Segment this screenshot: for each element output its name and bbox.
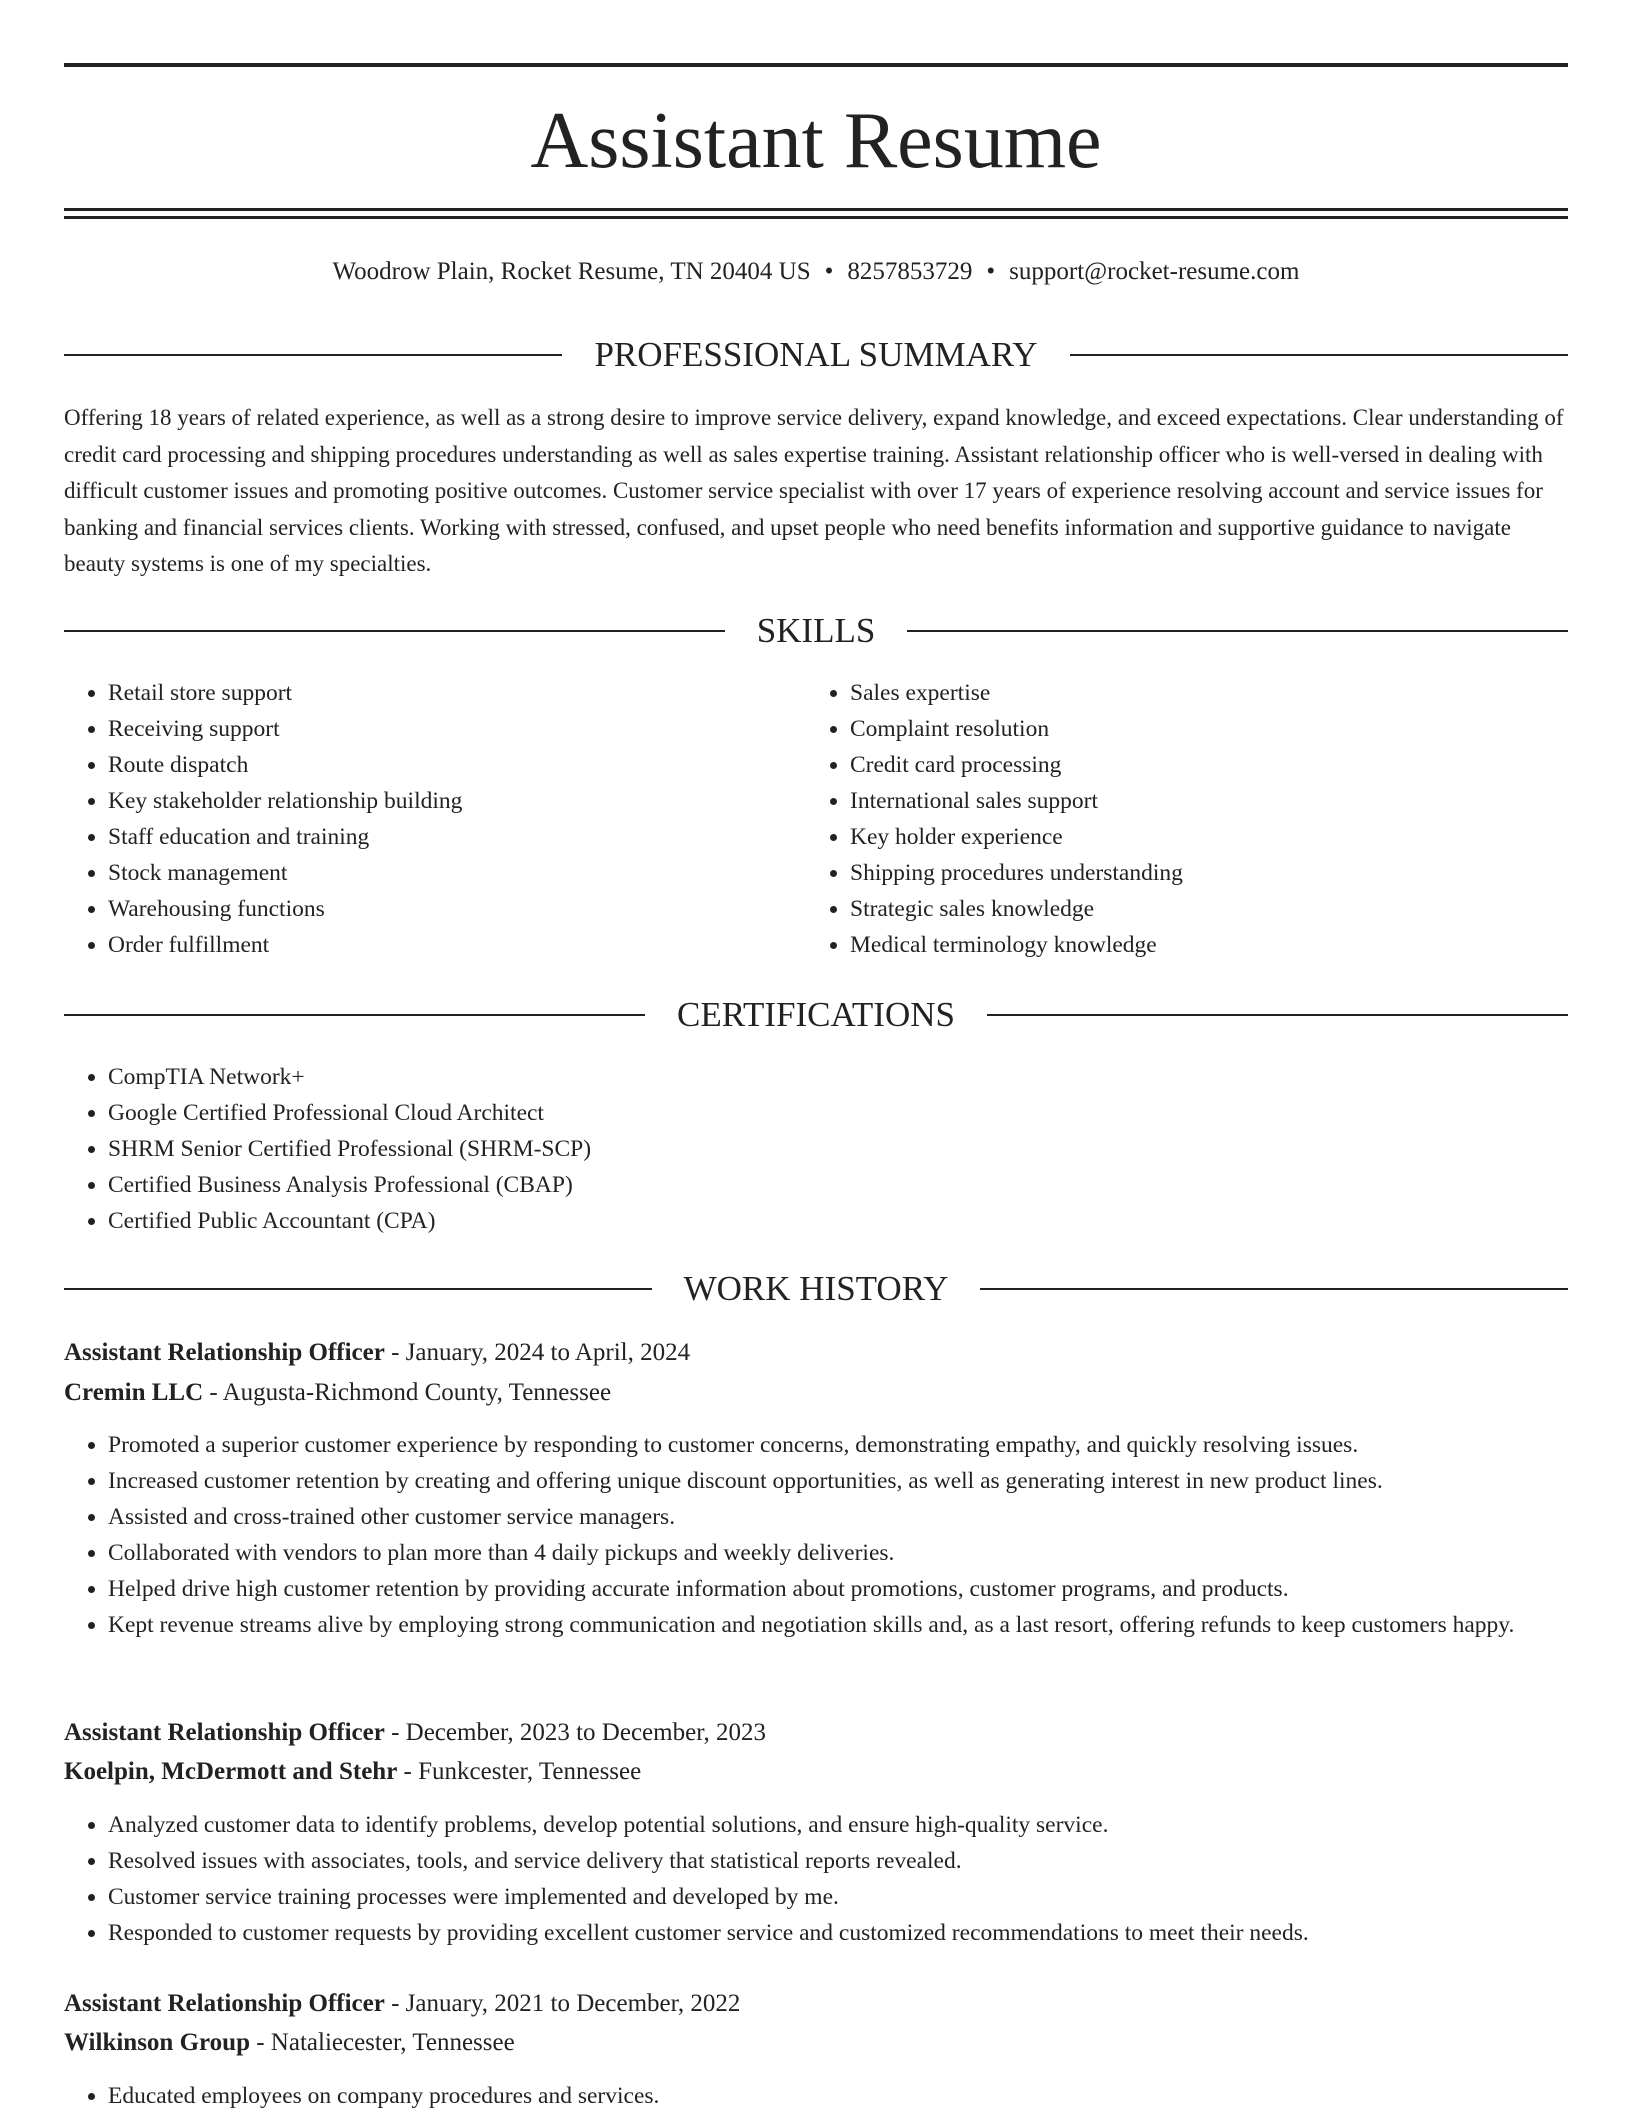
contact-separator: •: [824, 258, 834, 285]
section-header-certifications: [64, 991, 1568, 1039]
list-item: • Route dispatch: [108, 747, 808, 783]
list-item: • Receiving support: [108, 711, 808, 747]
job-company: Cremin LLC: [64, 1379, 204, 1406]
contact-separator: •: [986, 258, 996, 285]
list-item: • Educated employees on company procedures and services.: [108, 2078, 1618, 2114]
job-company: Wilkinson Group: [64, 2029, 250, 2056]
certifications-list: [64, 1059, 1608, 1239]
section-title: PROFESSIONAL SUMMARY: [594, 335, 1038, 374]
list-item: • Resolved issues with associates, tools, and service delivery that statistical reports revealed.: [108, 1843, 1618, 1879]
job-bullets: [64, 2078, 1618, 2114]
section-rule: [1070, 354, 1568, 356]
job-title: Assistant Relationship Officer: [64, 1339, 385, 1366]
job-location: - Funkcester, Tennessee: [397, 1758, 642, 1785]
section-header-work-history: [64, 1265, 1568, 1313]
section-rule: [64, 354, 562, 356]
contact-email: support@rocket-resume.com: [1009, 258, 1300, 285]
job-company: Koelpin, McDermott and Stehr: [64, 1758, 398, 1785]
section-rule: [64, 1288, 652, 1290]
job-company-line: [64, 2024, 1568, 2062]
list-item: • Google Certified Professional Cloud Architect: [108, 1095, 1608, 1131]
section-rule: [64, 630, 725, 632]
list-item: • Key holder experience: [850, 819, 1610, 855]
job-bullets: [64, 1807, 1618, 1951]
list-item: • Assisted and cross-trained other customer service managers.: [108, 1499, 1618, 1535]
list-item: • Staff education and training: [108, 819, 808, 855]
job-title-line: [64, 1714, 1568, 1752]
list-item: • Kept revenue streams alive by employing strong communication and negotiation skills and, as a last resort, offering refunds to keep customers happy.: [108, 1607, 1618, 1643]
list-item: • Strategic sales knowledge: [850, 891, 1610, 927]
summary-text: Offering 18 years of related experience, as well as a strong desire to improve service delivery, expand knowledge, and exceed expectations. Clear understanding of credit card processing and shipping procedures understanding as well as sales expertise training. Assistant relationship officer who is well-versed in dealing with difficult customer issues and promoting positive outcomes. Customer service specialist with over 17 years of experience resolving account and service issues for banking and financial services clients. Working with stressed, confused, and upset people who need benefits information and supportive guidance to navigate beauty systems is one of my specialties.: [64, 405, 1564, 576]
list-item: • CompTIA Network+: [108, 1059, 1608, 1095]
list-item: • Certified Public Accountant (CPA): [108, 1203, 1608, 1239]
job-dates: - December, 2023 to December, 2023: [384, 1719, 767, 1746]
list-item: • Medical terminology knowledge: [850, 927, 1610, 963]
skills-list-right: [806, 675, 1610, 963]
list-item: • Shipping procedures understanding: [850, 855, 1610, 891]
list-item: • Responded to customer requests by providing excellent customer service and customized recommendations to meet their needs.: [108, 1915, 1618, 1951]
section-header-skills: [64, 607, 1568, 655]
page-title: Assistant Resume: [530, 97, 1102, 185]
job-dates: - January, 2024 to April, 2024: [384, 1339, 691, 1366]
list-item: • Promoted a superior customer experience by responding to customer concerns, demonstrating empathy, and quickly resolving issues.: [108, 1427, 1618, 1463]
job-title-line: [64, 1334, 1568, 1372]
job-title-line: [64, 1985, 1568, 2023]
job-dates: - January, 2021 to December, 2022: [384, 1990, 741, 2017]
list-item: • Increased customer retention by creating and offering unique discount opportunities, as well as generating interest in new product lines.: [108, 1463, 1618, 1499]
job-bullets: [64, 1427, 1618, 1643]
title-rule-lower: [64, 216, 1568, 219]
job-title: Assistant Relationship Officer: [64, 1719, 385, 1746]
contact-address: Woodrow Plain, Rocket Resume, TN 20404 US: [332, 258, 811, 285]
list-item: • Customer service training processes were implemented and developed by me.: [108, 1879, 1618, 1915]
list-item: • Key stakeholder relationship building: [108, 783, 808, 819]
contact-phone: 8257853729: [847, 258, 973, 285]
top-rule: [64, 63, 1568, 67]
list-item: • Sales expertise: [850, 675, 1610, 711]
section-title: CERTIFICATIONS: [677, 995, 955, 1034]
list-item: • International sales support: [850, 783, 1610, 819]
job-company-line: [64, 1753, 1568, 1791]
list-item: • Collaborated with vendors to plan more than 4 daily pickups and weekly deliveries.: [108, 1535, 1618, 1571]
list-item: • Credit card processing: [850, 747, 1610, 783]
job-title: Assistant Relationship Officer: [64, 1990, 385, 2017]
job-location: - Augusta-Richmond County, Tennessee: [203, 1379, 612, 1406]
section-rule: [907, 630, 1568, 632]
section-rule: [64, 1014, 645, 1016]
section-title: WORK HISTORY: [683, 1269, 949, 1308]
list-item: • Order fulfillment: [108, 927, 808, 963]
list-item: • Retail store support: [108, 675, 808, 711]
section-rule: [987, 1014, 1568, 1016]
skills-list-left: [64, 675, 808, 963]
list-item: • Warehousing functions: [108, 891, 808, 927]
section-header-summary: [64, 331, 1568, 379]
contact-line: [64, 254, 1568, 290]
list-item: • Certified Business Analysis Professional (CBAP): [108, 1167, 1608, 1203]
title-rule-upper: [64, 208, 1568, 211]
job-location: - Nataliecester, Tennessee: [249, 2029, 515, 2056]
section-title: SKILLS: [756, 611, 876, 650]
list-item: • Helped drive high customer retention by providing accurate information about promotions, customer programs, and products.: [108, 1571, 1618, 1607]
job-company-line: [64, 1374, 1568, 1412]
list-item: • Analyzed customer data to identify problems, develop potential solutions, and ensure high-quality service.: [108, 1807, 1618, 1843]
list-item: • SHRM Senior Certified Professional (SHRM-SCP): [108, 1131, 1608, 1167]
list-item: • Stock management: [108, 855, 808, 891]
section-rule: [980, 1288, 1568, 1290]
list-item: • Complaint resolution: [850, 711, 1610, 747]
